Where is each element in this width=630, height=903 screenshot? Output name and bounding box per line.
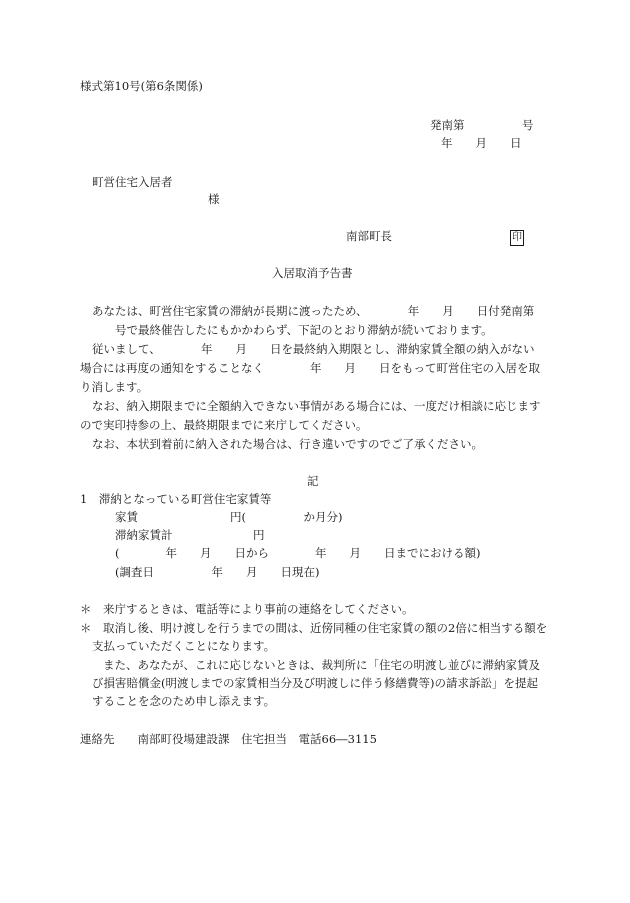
note-line: ＊ 取消し後、明け渡しを行うまでの間は、近傍同種の住宅家賃の額の2倍に相当する額を (80, 621, 548, 635)
note-line: ＊ 来庁するときは、電話等により事前の連絡をしてください。 (80, 602, 414, 616)
note-line: することを念のため申し添えます。 (92, 694, 276, 708)
body-line: なお、本状到着前に納入された場合は、行き違いですのでご了承ください。 (92, 437, 483, 451)
note-line: び損害賠償金(明渡しまでの家賃相当分及び明渡しに伴う修繕費等)の請求訴訟」を提起 (92, 676, 538, 690)
document-title: 入居取消予告書 (272, 266, 353, 280)
item-heading: 1 滞納となっている町営住宅家賃等 (80, 492, 272, 506)
body-line: なお、納入期限までに全額納入できない事情がある場合には、一度だけ相談に応じます (92, 399, 541, 413)
document-date: 年 月 日 (441, 136, 522, 150)
item-survey-date: (調査日 年 月 日現在) (115, 565, 320, 579)
sender-name: 南部町長 (346, 229, 392, 243)
item-total: 滞納家賃計 円 (115, 528, 265, 542)
recipient-honorific: 様 (208, 192, 220, 206)
ki-heading: 記 (307, 474, 319, 488)
body-line: あなたは、町営住宅家賃の滞納が長期に渡ったため、 年 月 日付発南第 (92, 304, 535, 318)
contact-line: 連絡先 南部町役場建設課 住宅担当 電話66―3115 (80, 732, 377, 746)
form-label: 様式第10号(第6条関係) (80, 79, 203, 93)
body-line: ので実印持参の上、最終期限までに来庁してください。 (80, 418, 368, 432)
note-line: また、あなたが、これに応じないときは、裁判所に「住宅の明渡し並びに滞納家賃及 (103, 658, 540, 672)
recipient-line: 町営住宅入居者 (92, 175, 173, 189)
item-period: ( 年 月 日から 年 月 日までにおける額) (115, 546, 481, 560)
body-line: 従いまして、 年 月 日を最終納入期限とし、滞納家賃全額の納入がない (92, 342, 535, 356)
item-rent: 家賃 円( か月分) (115, 510, 343, 524)
body-line: 場合には再度の通知をすることなく 年 月 日をもって町営住宅の入居を取 (80, 361, 540, 375)
seal-mark: 印 (510, 230, 524, 246)
body-line: り消します。 (80, 380, 149, 394)
note-line: 支払っていただくことになります。 (92, 639, 276, 653)
body-line: 号で最終催告したにもかかわらず、下記のとおり滞納が続いております。 (115, 323, 493, 337)
document-number: 発南第 号 (430, 118, 534, 132)
